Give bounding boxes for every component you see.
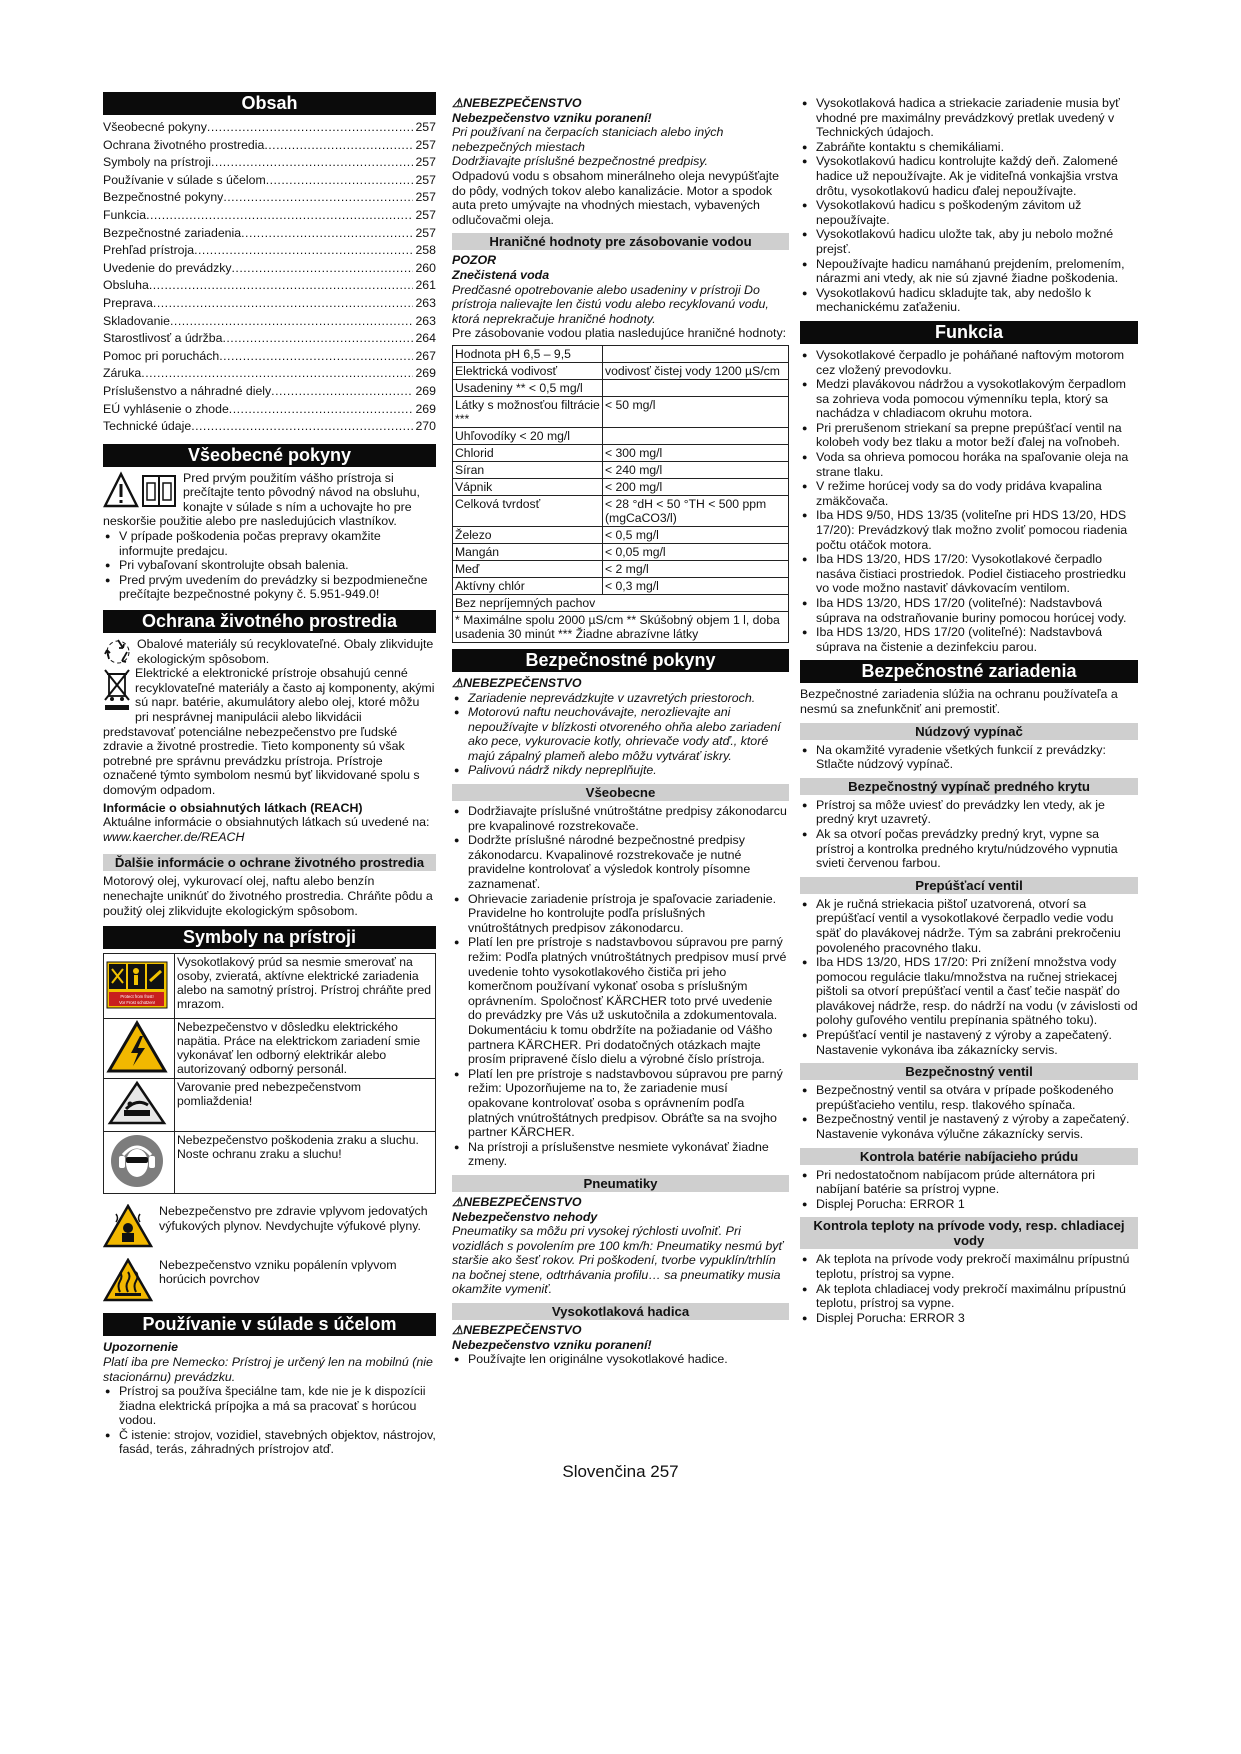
table-cell: Elektrická vodivosť: [453, 362, 603, 379]
warning-triangle-icon: ⚠: [452, 1323, 464, 1338]
table-cell: < 50 mg/l: [603, 396, 789, 427]
danger-heading: ⚠NEBEZPEČENSTVO: [452, 96, 582, 110]
symbol-text: Nebezpečenstvo poškodenia zraku a sluchu. Noste ochranu zraku a sluchu!: [175, 1132, 436, 1194]
emergency-stop-title: Núdzový vypínač: [800, 723, 1138, 740]
table-cell: [603, 427, 789, 444]
danger-heading: ⚠NEBEZPEČENSTVO: [452, 1323, 582, 1338]
toc-leader: [264, 137, 413, 155]
toc-entry[interactable]: [103, 401, 436, 419]
toc-entry[interactable]: [103, 277, 436, 295]
danger-text: Pri používaní na čerpacích staniciach alebo iných nebezpečných miestach: [452, 125, 724, 154]
table-cell: [603, 379, 789, 396]
reach-heading: Informácie o obsiahnutých látkach (REACH): [103, 800, 363, 815]
safety-general-bullets: [452, 804, 789, 1169]
table-row: [104, 1019, 436, 1079]
toc-page-number: 257: [415, 225, 436, 240]
table-row: [453, 560, 789, 577]
reach-text: Aktuálne informácie o obsiahnutých látkach sú uvedené na: www.kaercher.de/REACH: [103, 815, 430, 844]
toc-page-number: 257: [415, 137, 436, 152]
list-item: ● Používajte len originálne vysokotlakové hadice.: [452, 1352, 789, 1367]
overflow-valve-bullets: [800, 897, 1138, 1058]
list-item: ● Medzi plavákovou nádržou a vysokotlakovým čerpadlom sa zohrieva voda pomocou výmenníku tepla, ktorý sa nachádza v chladiacom okruhu motora.: [800, 377, 1138, 421]
list-item: ● Vysokotlakovú hadicu skladujte tak, aby nedošlo k mechanickému zaťaženiu.: [800, 286, 1138, 315]
list-item: ● Na prístroji a príslušenstve nesmiete vykonávať žiadne zmeny.: [452, 1140, 789, 1169]
toc-entry[interactable]: [103, 119, 436, 137]
general-intro: Pred prvým použitím vášho prístroja si prečítajte tento pôvodný návod na obsluhu, konajte v súlade s ním a uchovajte ho pre neskoršie použitie alebo pre nasledujúcich vlastníkov.: [103, 470, 420, 529]
toc-leader: [146, 207, 413, 225]
toc-entry-title: EÚ vyhlásenie o zhode: [103, 401, 229, 416]
toc-entry[interactable]: [103, 137, 436, 155]
toc-page-number: 269: [415, 383, 436, 398]
symbol-text: Vysokotlakový prúd sa nesmie smerovať na osoby, zvieratá, aktívne elektrické zariadenia alebo na samotný prístroj. Prístroj chráňte pred mrazom.: [175, 954, 436, 1019]
table-cell: Chlorid: [453, 444, 603, 461]
battery-check-title: Kontrola batérie nabíjacieho prúdu: [800, 1148, 1138, 1165]
column-1: [103, 93, 436, 1457]
table-of-contents: [103, 119, 436, 436]
table-row: [453, 478, 789, 495]
list-item: ● Iba HDS 13/20, HDS 17/20: Pri znížení množstva vody pomocou regulácie tlaku/množstva na ručnej striekacej pištoli sa otvorí prepúšťací ventil a časť tečie naspäť do plavákovej nádrže, resp. do nádrží na vodu (v závislosti od polohy guľového ventilu prepínania spätného toku).: [800, 955, 1138, 1028]
safety-valve-title: Bezpečnostný ventil: [800, 1063, 1138, 1080]
list-item: ● Palivovú nádrž nikdy nepreplňujte.: [452, 763, 789, 778]
function-title: Funkcia: [800, 321, 1138, 344]
safety-valve-bullets: [800, 1083, 1138, 1141]
danger-heading: ⚠NEBEZPEČENSTVO: [452, 1194, 582, 1209]
toc-leader: [191, 418, 413, 436]
toc-leader: [229, 401, 414, 419]
list-item: ● Pri vybaľovaní skontrolujte obsah balenia.: [103, 558, 436, 573]
warning-triangle-icon: ⚠: [452, 96, 464, 110]
toc-page-number: 257: [415, 172, 436, 187]
toc-leader: [266, 172, 414, 190]
list-item: ● Pri prerušenom striekaní sa prepne prepúšťací ventil na kolobeh vody bez tlaku a motor beží ďalej na voľnobeh.: [800, 421, 1138, 450]
list-item: ● Ak teplota chladiacej vody prekročí maximálnu prípustnú teplotu, prístroj sa vypne.: [800, 1282, 1138, 1311]
list-item: ● Bezpečnostný ventil je nastavený z výroby a zapečatený. Nastavenie vykonáva výlučne zákaznícky servis.: [800, 1112, 1138, 1141]
list-item: ● Vysokotlakovú hadicu uložte tak, aby ju nebolo možné prejsť.: [800, 227, 1138, 256]
list-item: ● Ak sa otvorí počas prevádzky predný kryt, vypne sa prístroj a kontrolka predného krytu/núdzového vypnutia svieti červenou farbou.: [800, 827, 1138, 871]
toc-leader: [153, 295, 414, 313]
danger-subheading: Nebezpečenstvo vzniku poranení!: [452, 110, 652, 125]
env-electronics-text: Elektrické a elektronické prístroje obsahujú cenné recyklovateľné materiály a často aj komponenty, akými sú napr. batérie, akumulátory alebo olej, ktoré môžu pri nesprávnej manipulácii alebo likvidácii predstavovať potenciálne nebezpečenstvo pre ľudské zdravie a životné prostredie. Tieto komponenty sú však potrebné pre správnu prevádzku prístroja. Prístroje označené týmto symbolom nesmú byť likvidované spolu s domovým odpadom.: [103, 666, 435, 797]
symbols-free: [103, 1204, 436, 1305]
toc-entry-title: Obsluha: [103, 278, 149, 293]
toc-title: Obsah: [103, 92, 436, 115]
list-item: ● Pred prvým uvedením do prevádzky si bezpodmienečne prečítajte bezpečnostné pokyny č. 5.951-949.0!: [103, 573, 436, 602]
list-item: ● Ak teplota na prívode vody prekročí maximálnu prípustnú teplotu, prístroj sa vypne.: [800, 1252, 1138, 1281]
recycling-icon: [103, 637, 133, 665]
symbol-cell: [104, 1079, 175, 1132]
toc-page-number: 264: [415, 331, 436, 346]
hose-bullets: [452, 1352, 789, 1367]
hot-surface-icon: [103, 1258, 153, 1302]
safety-warn-bullets: [452, 691, 789, 779]
danger-text-2: Dodržiavajte príslušné bezpečnostné predpisy.: [452, 154, 708, 169]
list-item: ● Vysokotlakovú hadicu kontrolujte každý deň. Zalomené hadice už nepoužívajte. Ak je viditeľná vonkajšia vrstva drôtu, vysokotlakovú hadicu ďalej nepoužívajte.: [800, 154, 1138, 198]
table-footnote: * Maximálne spolu 2000 µS/cm ** Skúšobný objem 1 l, doba usadenia 30 minút *** Žiadne abrazívne látky: [453, 611, 789, 642]
symbol-text: Varovanie pred nebezpečenstvom pomliaždenia!: [175, 1079, 436, 1132]
toc-entry-title: Bezpečnostné zariadenia: [103, 225, 242, 240]
list-item: ● Dodržte príslušné národné bezpečnostné predpisy zákonodarcu. Kvapalinové rozstrekovače je nutné pravidelne kontrolovať a výsledok kontroly písomne zaznamenať.: [452, 833, 789, 891]
table-cell: Železo: [453, 526, 603, 543]
toc-entry-title: Symboly na prístroji: [103, 155, 211, 170]
list-item: ● Nepoužívajte hadicu namáhanú prejdením, prelomením, nárazmi ani vtedy, ak nie sú zjavné žiadne poškodenia.: [800, 257, 1138, 286]
toc-entry-title: Preprava: [103, 295, 153, 310]
list-item: ● Iba HDS 13/20, HDS 17/20: Vysokotlakové čerpadlo nasáva čistiaci prostriedok. Podiel čistiaceho prostriedku vo vode možno nastaviť dávkovacím ventilom.: [800, 552, 1138, 596]
symbol-text: Nebezpečenstvo pre zdravie vplyvom jedovatých výfukových plynov. Nevdychujte výfukové plyny.: [159, 1204, 428, 1233]
toc-entry-title: Skladovanie: [103, 313, 170, 328]
toc-entry[interactable]: [103, 260, 436, 278]
toc-entry[interactable]: [103, 225, 436, 243]
table-cell: Meď: [453, 560, 603, 577]
emergency-stop-bullets: [800, 743, 1138, 772]
symbols-title: Symboly na prístroji: [103, 926, 436, 949]
toc-entry-title: Pomoc pri poruchách: [103, 348, 220, 363]
list-item: ● Vysokotlakové čerpadlo je poháňané naftovým motorom cez vložený prevodovku.: [800, 348, 1138, 377]
toc-page-number: 269: [415, 401, 436, 416]
table-row: [453, 461, 789, 478]
table-row: [104, 1132, 436, 1194]
water-limits-title: Hraničné hodnoty pre zásobovanie vodou: [452, 233, 789, 250]
table-cell: < 300 mg/l: [603, 444, 789, 461]
toc-leader: [223, 189, 413, 207]
note-text: Platí iba pre Nemecko: Prístroj je určený len na mobilnú (nie stacionárnu) prevádzku.: [103, 1354, 433, 1384]
front-cover-switch-title: Bezpečnostný vypínač predného krytu: [800, 778, 1138, 795]
table-cell: < 0,05 mg/l: [603, 543, 789, 560]
toc-entry-title: Ochrana životného prostredia: [103, 137, 265, 152]
table-cell: < 200 mg/l: [603, 478, 789, 495]
toc-page-number: 261: [415, 278, 436, 293]
crush-hazard-icon: [106, 1080, 168, 1126]
table-row: [453, 396, 789, 427]
list-item: ● Iba HDS 13/20, HDS 17/20 (voliteľné): Nadstavbová súprava na čistenie a dezinfekciu parou.: [800, 625, 1138, 654]
toc-page-number: 270: [415, 419, 436, 434]
symbol-text: Nebezpečenstvo v dôsledku elektrického napätia. Práce na elektrickom zariadení smie vykonávať len odborný elektrikár alebo autorizovaný odborný personál.: [175, 1019, 436, 1079]
toc-page-number: 257: [415, 155, 436, 170]
list-item: ● Displej Porucha: ERROR 3: [800, 1311, 1138, 1326]
list-item: ● Prepúšťací ventil je nastavený z výroby a zapečatený. Nastavenie vykonáva iba zákaznícky servis.: [800, 1028, 1138, 1057]
eye-ear-protection-icon: [106, 1133, 168, 1189]
danger-subheading: Nebezpečenstvo vzniku poranení!: [452, 1337, 652, 1352]
table-cell: [603, 345, 789, 362]
toc-entry[interactable]: [103, 242, 436, 260]
toc-entry[interactable]: [103, 154, 436, 172]
table-row: [453, 444, 789, 461]
general-subtitle: Všeobecne: [452, 784, 789, 801]
list-item: ● Platí len pre prístroje s nadstavbovou súpravou pre parný režim: Upozorňujeme na to, že zariadenie musí opakovane kontrolovať osoba s oprávnením podľa platných vnútroštátnych predpisov. Obráťte sa na svojho partner KÄRCHER.: [452, 1067, 789, 1140]
column-2: [452, 96, 789, 1367]
danger-subheading: Nebezpečenstvo nehody: [452, 1209, 598, 1224]
toc-leader: [241, 225, 413, 243]
toc-entry[interactable]: [103, 418, 436, 436]
toc-entry[interactable]: [103, 172, 436, 190]
toc-page-number: 257: [415, 207, 436, 222]
toc-entry-title: Uvedenie do prevádzky: [103, 260, 232, 275]
table-cell: Uhľovodíky < 20 mg/l: [453, 427, 603, 444]
table-cell: Hodnota pH 6,5 – 9,5: [453, 345, 603, 362]
toc-entry[interactable]: [103, 348, 436, 366]
table-row: [453, 345, 789, 362]
table-cell: < 28 °dH < 50 °TH < 500 ppm (mgCaCO3/l): [603, 495, 789, 526]
table-row: [453, 379, 789, 396]
list-item: ● Prístroj sa môže uviesť do prevádzky len vtedy, ak je predný kryt uzavretý.: [800, 798, 1138, 827]
function-bullets: [800, 348, 1138, 654]
toc-entry[interactable]: [103, 313, 436, 331]
toc-leader: [207, 119, 414, 137]
list-item: ● Zariadenie neprevádzkujte v uzavretých priestoroch.: [452, 691, 789, 706]
exhaust-hazard-row: [103, 1204, 436, 1252]
hose-title: Vysokotlaková hadica: [452, 1303, 789, 1320]
table-row: [453, 495, 789, 526]
toc-page-number: 257: [415, 120, 436, 134]
list-item: ● V prípade poškodenia počas prepravy okamžite informujte predajcu.: [103, 529, 436, 558]
table-cell: Bez nepríjemných pachov: [453, 594, 789, 611]
toc-entry[interactable]: [103, 330, 436, 348]
list-item: ● Iba HDS 13/20, HDS 17/20 (voliteľné): Nadstavbová súprava na odstraňovanie buriny pomocou horúcej vody.: [800, 596, 1138, 625]
battery-check-bullets: [800, 1168, 1138, 1212]
symbol-text: Nebezpečenstvo vzniku popálenín vplyvom horúcich povrchov: [159, 1257, 397, 1287]
toc-leader: [194, 242, 413, 260]
toc-page-number: 267: [415, 348, 436, 363]
table-row: [453, 526, 789, 543]
symbol-cell: [104, 1019, 175, 1079]
caution-text: Predčasné opotrebovanie alebo usadeniny v prístroji Do prístroja nalievajte len čistú vodu alebo recyklovanú vodu, ktorá neprekračuje hraničné hodnoty.: [452, 282, 769, 326]
column-3: [800, 96, 1138, 1325]
toc-page-number: 269: [415, 366, 436, 381]
hot-surface-row: [103, 1258, 436, 1306]
reach-link[interactable]: www.kaercher.de/REACH: [103, 829, 245, 844]
list-item: ● Motorovú naftu neuchovávajte, nerozlievajte ani nepoužívajte v blízkosti otvoreného ohňa alebo zariadení ako pece, vykurovacie kotly, ohrievače vody atď., ktoré majú zápalný plameň alebo môžu vytvárať iskry.: [452, 705, 789, 763]
env-packaging-text: Obalové materiály sú recyklovateľné. Obaly zlikvidujte ekologickým spôsobom.: [137, 637, 434, 666]
table-row: [453, 427, 789, 444]
limits-intro: Pre zásobovanie vodou platia nasledujúce hraničné hodnoty:: [452, 326, 787, 341]
electric-voltage-icon: [106, 1020, 168, 1074]
caution-subheading: Znečistená voda: [452, 267, 550, 282]
toc-page-number: 257: [415, 190, 436, 205]
symbol-cell: [104, 954, 175, 1019]
toc-entry-title: Prehľad prístroja: [103, 243, 195, 258]
toc-entry-title: Technické údaje: [103, 419, 192, 434]
toc-leader: [149, 277, 414, 295]
label-line-2: Vor Frost schützen!: [118, 999, 156, 1005]
toc-leader: [222, 330, 413, 348]
toc-entry[interactable]: [103, 189, 436, 207]
intended-use-title: Používanie v súlade s účelom: [103, 1313, 436, 1336]
toc-page-number: 263: [415, 313, 436, 328]
table-row: [104, 1079, 436, 1132]
list-item: ● Zabráňte kontaktu s chemikáliami.: [800, 140, 1138, 155]
front-cover-bullets: [800, 798, 1138, 871]
general-bullets: [103, 529, 436, 602]
toc-leader: [219, 348, 413, 366]
table-cell: Aktívny chlór: [453, 577, 603, 594]
list-item: ● Ak je ručná striekacia pištoľ uzatvorená, otvorí sa prepúšťací ventil a vysokotlakové čerpadlo vedie vodu späť do plavákovej nádrže. Tým sa zabráni prekročeniu povoleného pracovného tlaku.: [800, 897, 1138, 955]
table-cell: Usadeniny ** < 0,5 mg/l: [453, 379, 603, 396]
warning-triangle-icon: ⚠: [452, 1194, 464, 1209]
table-cell: Vápnik: [453, 478, 603, 495]
env-electronics: [103, 666, 436, 797]
table-cell: < 240 mg/l: [603, 461, 789, 478]
table-row: [453, 611, 789, 642]
no-spray-warning-label-icon: [106, 961, 168, 1009]
list-item: ● Na okamžité vyradenie všetkých funkcií z prevádzky: Stlačte núdzový vypínač.: [800, 743, 1138, 772]
toc-leader: [170, 313, 413, 331]
list-item: ● Voda sa ohrieva pomocou horáka na spaľovanie oleja na strane tlaku.: [800, 450, 1138, 479]
toc-leader: [271, 383, 413, 401]
list-item: ● Pri nedostatočnom nabíjacom prúde alternátora pri nabíjaní batérie sa prístroj vypne.: [800, 1168, 1138, 1197]
toc-entry[interactable]: [103, 207, 436, 225]
toc-entry[interactable]: [103, 295, 436, 313]
toxic-exhaust-icon: [103, 1204, 153, 1248]
list-item: ● Vysokotlaková hadica a striekacie zariadenie musia byť vhodné pre maximálny prevádzkový pretlak uvedený v Technických údajoch.: [800, 96, 1138, 140]
toc-entry-title: Bezpečnostné pokyny: [103, 190, 224, 205]
table-cell: Látky s možnosťou filtrácie ***: [453, 396, 603, 427]
toc-entry-title: Používanie v súlade s účelom: [103, 172, 266, 187]
list-item: ● Displej Porucha: ERROR 1: [800, 1197, 1138, 1212]
table-row: [453, 543, 789, 560]
toc-entry-title: Všeobecné pokyny: [103, 120, 207, 134]
caution-heading: POZOR: [452, 253, 497, 268]
toc-entry[interactable]: [103, 365, 436, 383]
safety-title: Bezpečnostné pokyny: [452, 649, 789, 672]
env-more-title: Ďalšie informácie o ochrane životného prostredia: [103, 854, 436, 871]
danger-heading: ⚠NEBEZPEČENSTVO: [452, 675, 582, 690]
toc-leader: [232, 260, 414, 278]
toc-page-number: 263: [415, 295, 436, 310]
list-item: ● Dodržiavajte príslušné vnútroštátne predpisy zákonodarcu pre kvapalinové rozstrekovače.: [452, 804, 789, 833]
toc-page-number: 260: [415, 260, 436, 275]
waste-water-text: Odpadovú vodu s obsahom minerálneho oleja nevypúšťajte do pôdy, vodných tokov alebo kanalizácie. Motor a spodok auta preto umývajte na vhodných miestach, vybavených odlučovačmi oleja.: [452, 168, 780, 227]
toc-entry-title: Príslušenstvo a náhradné diely: [103, 383, 272, 398]
table-row: [104, 954, 436, 1019]
symbols-table: [103, 953, 436, 1194]
table-cell: < 0,5 mg/l: [603, 526, 789, 543]
table-cell: Mangán: [453, 543, 603, 560]
toc-entry-title: Starostlivosť a údržba: [103, 331, 223, 346]
tyres-title: Pneumatiky: [452, 1175, 789, 1192]
toc-entry-title: Funkcia: [103, 207, 147, 222]
temperature-check-bullets: [800, 1252, 1138, 1325]
environment-title: Ochrana životného prostredia: [103, 610, 436, 633]
page-footer: Slovenčina 257: [562, 1462, 679, 1481]
table-cell: < 2 mg/l: [603, 560, 789, 577]
general-intro-block: [103, 471, 436, 529]
safety-devices-title: Bezpečnostné zariadenia: [800, 660, 1138, 683]
table-cell: Síran: [453, 461, 603, 478]
table-cell: Celková tvrdosť: [453, 495, 603, 526]
table-cell: vodivosť čistej vody 1200 µS/cm: [603, 362, 789, 379]
env-more-text: Motorový olej, vykurovací olej, naftu alebo benzín nenechajte uniknúť do životného prostredia. Chráňte pôdu a použitý olej zlikvidujte ekologickým spôsobom.: [103, 874, 433, 918]
read-manual-icon: [103, 471, 179, 511]
symbol-cell: [104, 1132, 175, 1194]
list-item: ● Platí len pre prístroje s nadstavbovou súpravou pre parný režim: Podľa platných vnútroštátnych predpisov musí prvé uvedenie tohto vysokotlakového čističa pri jeho komerčnom používaní vykonať osoba s príslušným oprávnením. Spoločnosť KÄRCHER toto prvé uvedenie do prevádzky pre Vás už uskutočnila a zdokumentovala. Dokumentáciu k tomu obdržíte na požiadanie od Vášho partnera KÄRCHER. Pri dodatočných otázkach majte prosím pripravené číslo dielu a výrobné číslo prístroja.: [452, 935, 789, 1066]
list-item: ● Bezpečnostný ventil sa otvára v prípade poškodeného prepúšťacieho ventilu, resp. tlakového spínača.: [800, 1083, 1138, 1112]
crossed-bin-icon: [103, 666, 131, 712]
list-item: ● Prístroj sa používa špeciálne tam, kde nie je k dispozícii žiadna elektrická prípojka a má sa pracovať s horúcou vodou.: [103, 1384, 436, 1428]
list-item: ● Vysokotlakovú hadicu s poškodeným závitom už nepoužívajte.: [800, 198, 1138, 227]
toc-entry[interactable]: [103, 383, 436, 401]
toc-page-number: 258: [415, 243, 436, 258]
note-heading: Upozornenie: [103, 1340, 179, 1355]
general-title: Všeobecné pokyny: [103, 444, 436, 467]
toc-entry-title: Záruka: [103, 366, 142, 381]
list-item: ● Č istenie: strojov, vozidiel, stavebných objektov, nástrojov, fasád, terás, záhradných prístrojov atď.: [103, 1428, 436, 1457]
safety-devices-intro: Bezpečnostné zariadenia slúžia na ochranu používateľa a nesmú sa znefunkčniť ani premostiť.: [800, 687, 1118, 716]
label-line-1: Protect from frost!: [120, 993, 154, 999]
warning-triangle-icon: ⚠: [452, 675, 464, 690]
use-bullets: [103, 1384, 436, 1457]
list-item: ● Iba HDS 9/50, HDS 13/35 (voliteľne pri HDS 13/20, HDS 17/20): Prevádzkový tlak možno zvoliť pomocou riadenia počtu otáčok motora.: [800, 508, 1138, 552]
toc-leader: [141, 365, 413, 383]
table-row: [453, 362, 789, 379]
tyres-text: Pneumatiky sa môžu pri vysokej rýchlosti uvoľniť. Pri vozidlách s povolením pre 100 km/h: Pneumatiky nesmú byť staršie ako šesť rokov. Pri poškodení, tvorbe vypuklín/trhlín na bočnej stene, odtrhávania profilu… sa pneumatiky musia okamžite vymeniť.: [452, 1224, 783, 1297]
temperature-check-title: Kontrola teploty na prívode vody, resp. chladiacej vody: [800, 1217, 1138, 1249]
limits-table: [452, 345, 789, 643]
overflow-valve-title: Prepúšťací ventil: [800, 877, 1138, 894]
table-row: [453, 577, 789, 594]
hose-more-bullets: [800, 96, 1138, 315]
env-packaging: [103, 637, 436, 666]
list-item: ● Ohrievacie zariadenie prístroja je spaľovacie zariadenie. Pravidelne ho kontrolujte podľa príslušných vnútroštátnych predpisov zákonodarcu.: [452, 892, 789, 936]
table-row: [453, 594, 789, 611]
list-item: ● V režime horúcej vody sa do vody pridáva kvapalina zmäkčovača.: [800, 479, 1138, 508]
table-cell: < 0,3 mg/l: [603, 577, 789, 594]
toc-leader: [211, 154, 413, 172]
